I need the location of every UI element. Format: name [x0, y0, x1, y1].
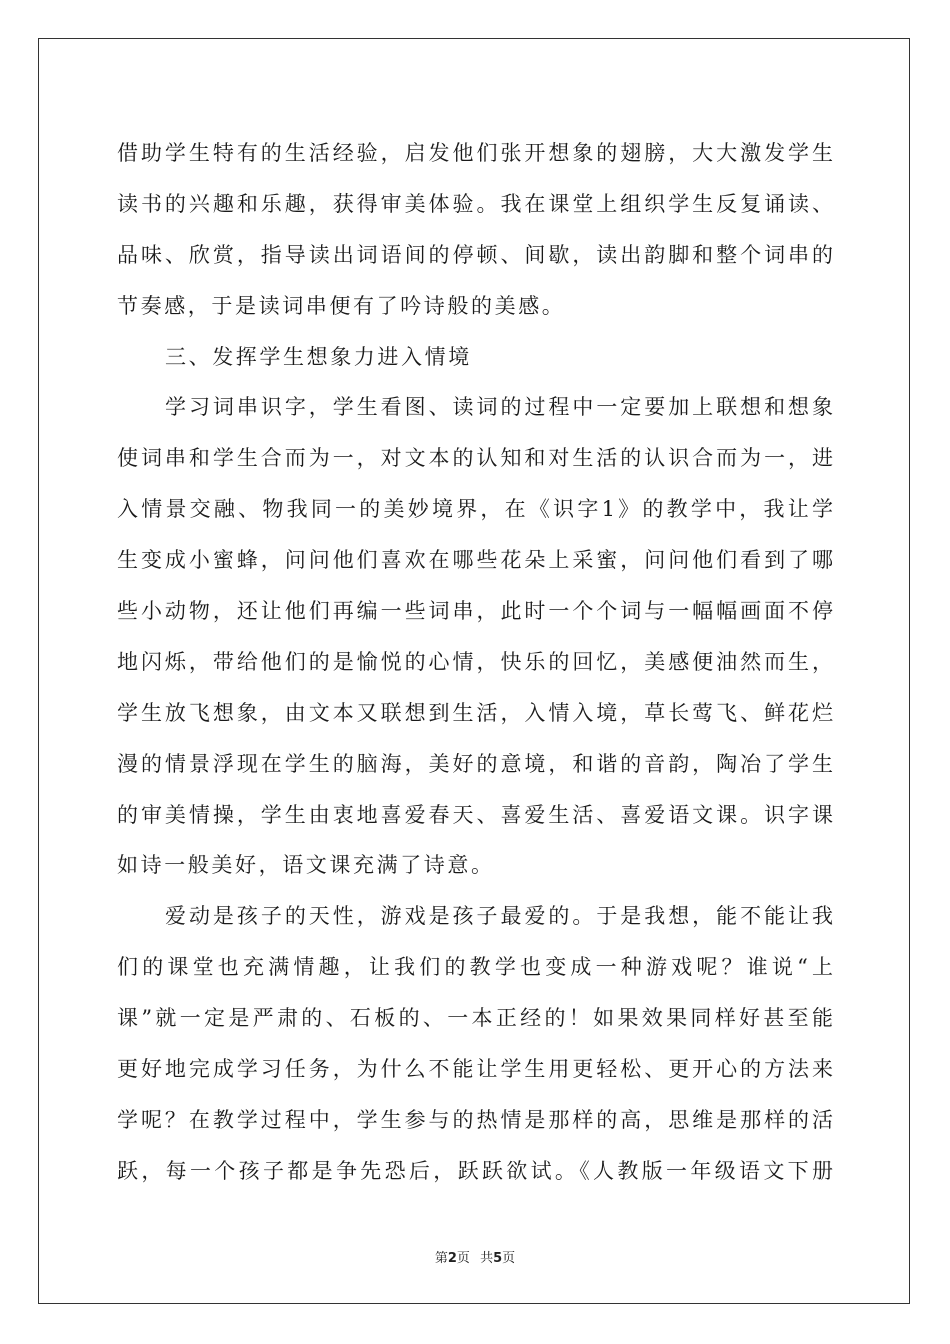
document-body: [117, 128, 833, 1197]
text-line: 课”就一定是严肃的、石板的、一本正经的！如果效果同样好甚至能: [117, 1006, 833, 1031]
text-line: 跃，每一个孩子都是争先恐后，跃跃欲试。《人教版一年级语文下册: [117, 1158, 833, 1183]
text-line: 学呢？在教学过程中，学生参与的热情是那样的高，思维是那样的活: [117, 1107, 833, 1132]
current-page-number: 2: [447, 1251, 457, 1266]
page-indicator: 第2页: [434, 1251, 470, 1266]
text-line: 更好地完成学习任务，为什么不能让学生用更轻松、更开心的方法来: [117, 1057, 833, 1082]
text-line: 漫的情景浮现在学生的脑海，美好的意境，和谐的音韵，陶冶了学生: [117, 751, 833, 776]
text-line: 些小动物，还让他们再编一些词串，此时一个个词与一幅幅画面不停: [117, 599, 833, 624]
text-line: 地闪烁，带给他们的是愉悦的心情，快乐的回忆，美感便油然而生，: [117, 649, 833, 674]
text-line: 使词串和学生合而为一，对文本的认知和对生活的认识合而为一，进: [117, 446, 833, 471]
text-line: 的审美情操，学生由衷地喜爱春天、喜爱生活、喜爱语文课。识字课: [117, 802, 833, 827]
text-line: 爱动是孩子的天性，游戏是孩子最爱的。于是我想，能不能让我: [165, 904, 833, 929]
text-line: 节奏感，于是读词串便有了吟诗般的美感。: [117, 293, 566, 318]
section-heading: 三、发挥学生想象力进入情境: [165, 344, 472, 369]
text-line: 如诗一般美好，语文课充满了诗意。: [117, 853, 495, 878]
text-line: 们的课堂也充满情趣，让我们的教学也变成一种游戏呢？谁说“上: [117, 955, 833, 980]
total-page-count: 5: [493, 1251, 503, 1266]
text-line: 学生放飞想象，由文本又联想到生活，入情入境，草长莺飞、鲜花烂: [117, 700, 833, 725]
text-line: 入情景交融、物我同一的美妙境界，在《识字1》的教学中，我让学: [117, 497, 833, 522]
text-line: 借助学生特有的生活经验，启发他们张开想象的翅膀，大大激发学生: [117, 141, 833, 165]
page-footer: [0, 1247, 950, 1266]
text-line: 生变成小蜜蜂，问问他们喜欢在哪些花朵上采蜜，问问他们看到了哪: [117, 548, 833, 573]
text-line: 读书的兴趣和乐趣，获得审美体验。我在课堂上组织学生反复诵读、: [117, 191, 833, 216]
text-line: 学习词串识字，学生看图、读词的过程中一定要加上联想和想象: [165, 395, 833, 420]
total-pages-indicator: 共5页: [480, 1251, 516, 1266]
text-line: 品味、欣赏，指导读出词语间的停顿、间歇，读出韵脚和整个词串的: [117, 242, 833, 267]
